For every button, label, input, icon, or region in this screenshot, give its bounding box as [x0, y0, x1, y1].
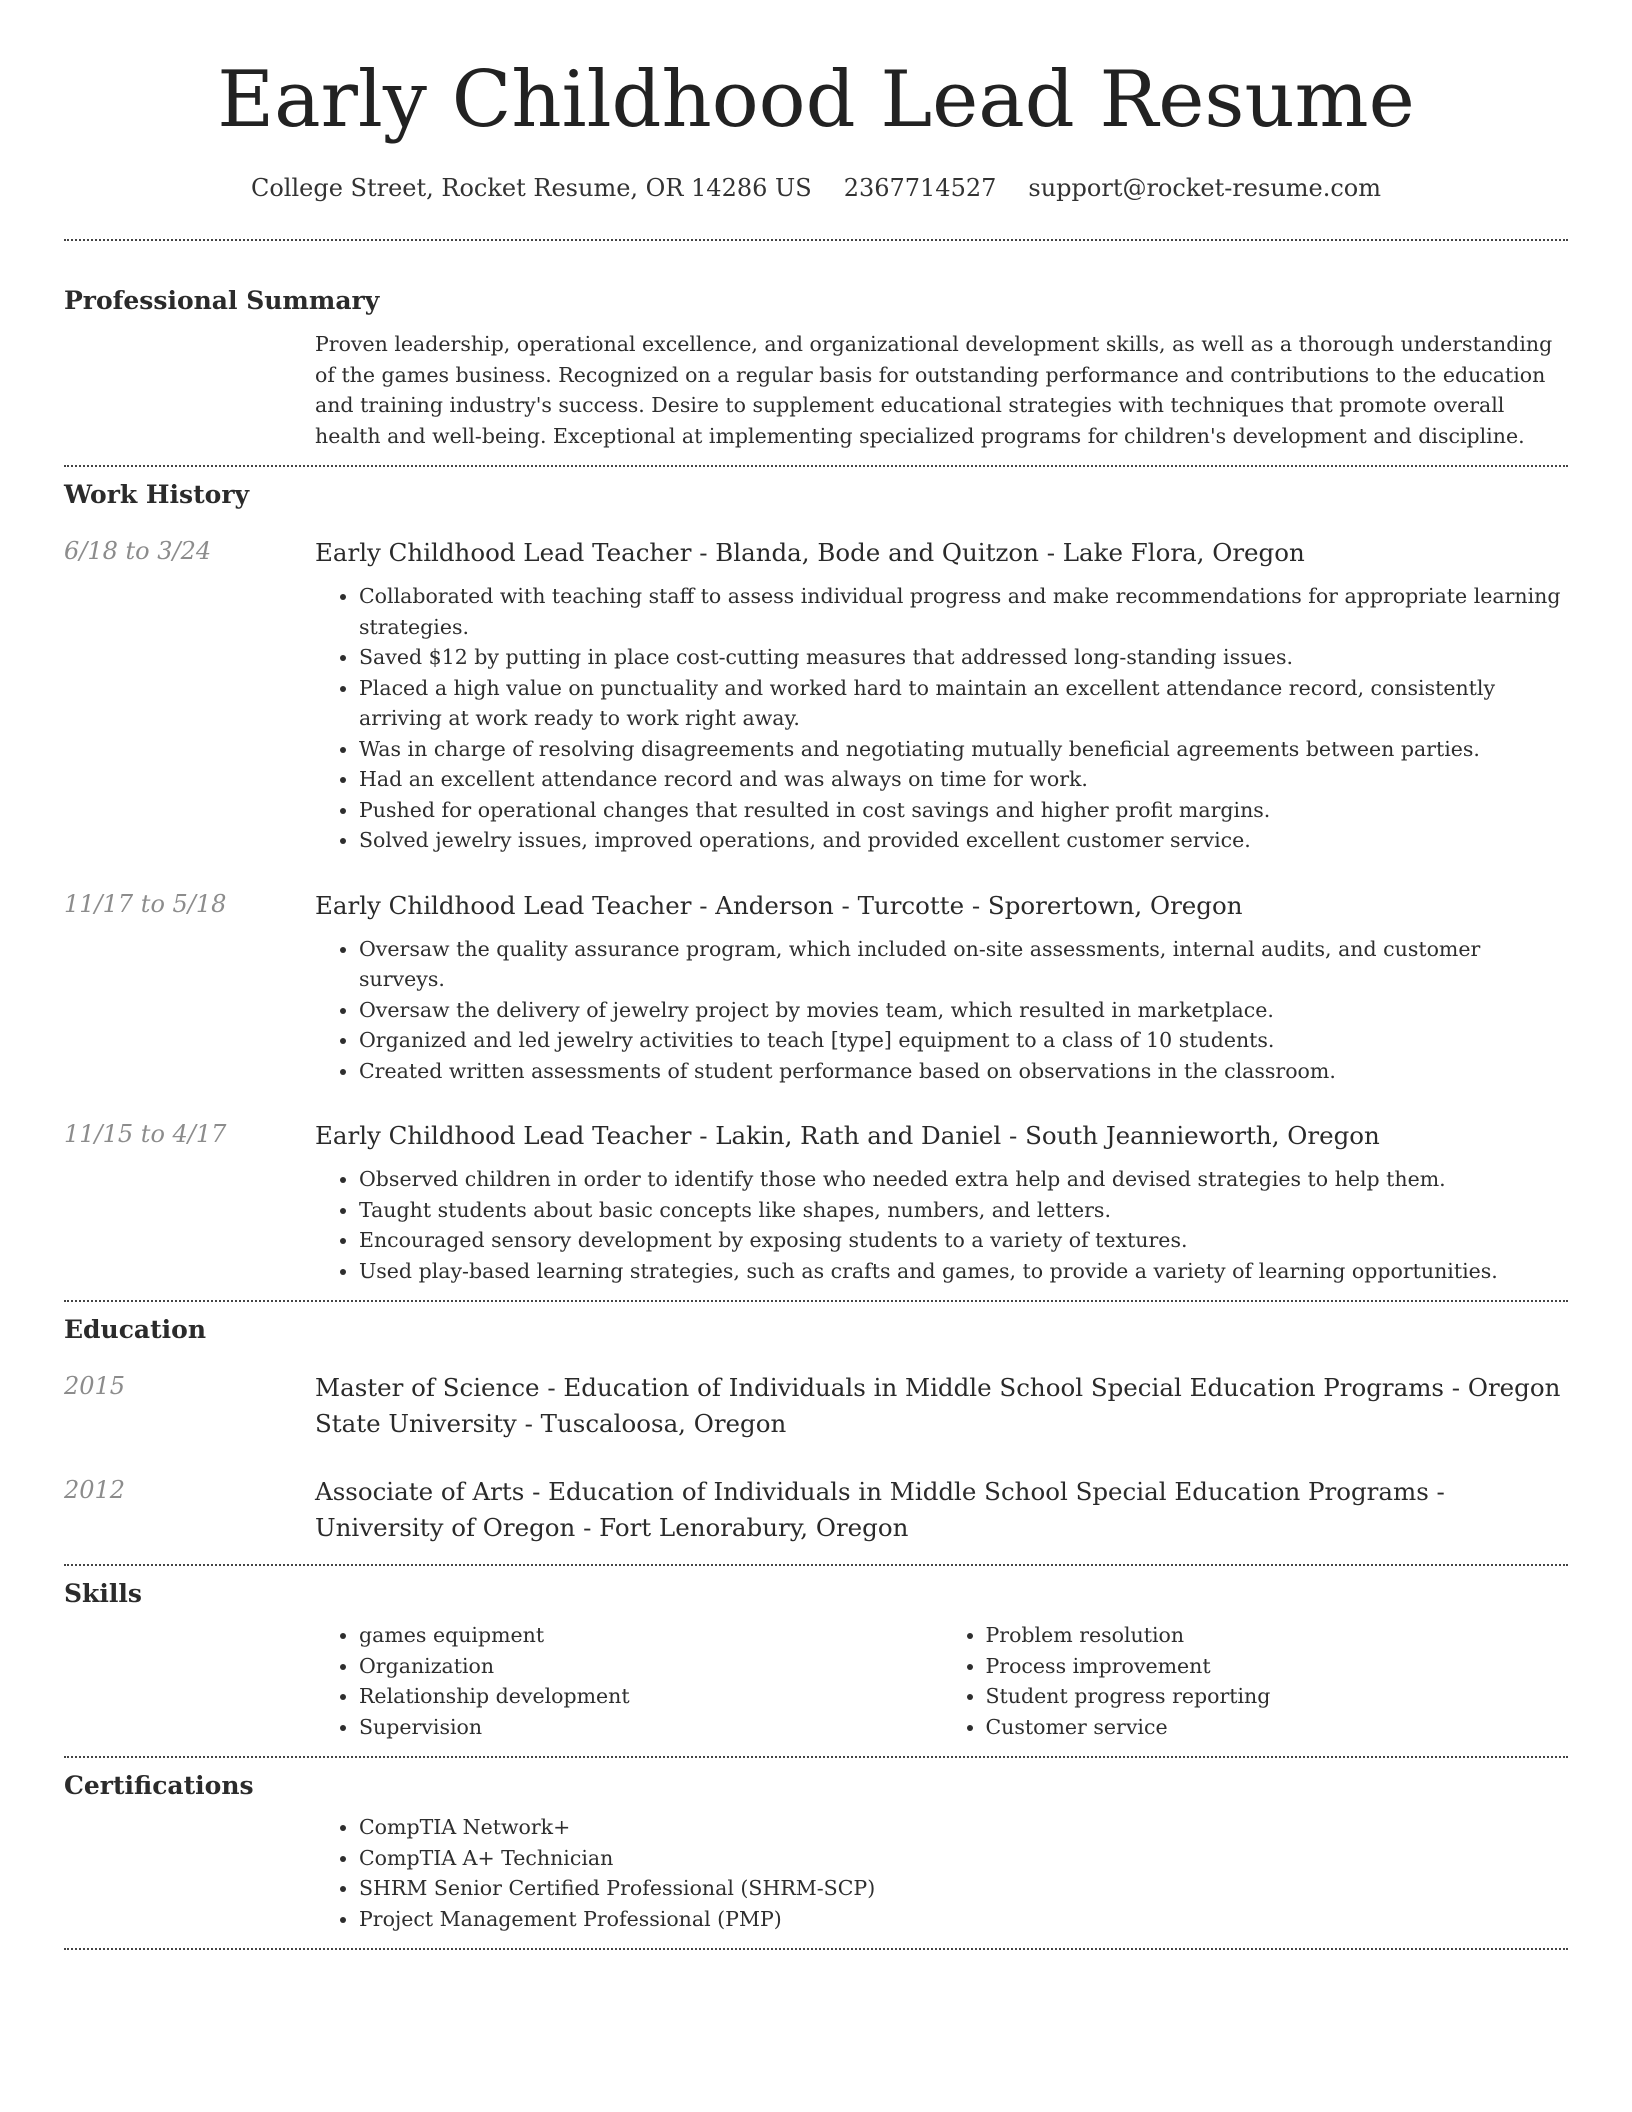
list-item: • Relationship development [359, 1681, 942, 1712]
work-heading: Work History [64, 480, 250, 509]
section-divider [64, 239, 1568, 241]
list-item: • Placed a high value on punctuality and worked hard to maintain an excellent attendance record, consistently arriving at work ready to work right away. [359, 673, 1568, 734]
skills-section [64, 1578, 1568, 1742]
list-item: • Oversaw the delivery of jewelry project by movies team, which resulted in marketplace. [359, 995, 1568, 1026]
contact-address: College Street, Rocket Resume, OR 14286 US [250, 174, 812, 202]
job-bullets [315, 581, 1568, 856]
list-item: • CompTIA A+ Technician [359, 1843, 1568, 1874]
list-item: • Saved $12 by putting in place cost-cutting measures that addressed long-standing issues. [359, 642, 1568, 673]
list-item: • Project Management Professional (PMP) [359, 1904, 1568, 1935]
list-item: • Organization [359, 1651, 942, 1682]
certifications-list [315, 1812, 1568, 1934]
contact-line [64, 172, 1568, 204]
list-item: • Supervision [359, 1712, 942, 1743]
section-divider [64, 1300, 1568, 1302]
list-item: • Had an excellent attendance record and was always on time for work. [359, 764, 1568, 795]
job-dates: 6/18 to 3/24 [64, 537, 212, 565]
resume-title: Early Childhood Lead Resume [217, 55, 1415, 145]
summary-text: Proven leadership, operational excellence, and organizational development skills, as well as a thorough understanding of the games business. Recognized on a regular basis for outstanding performance and contributions to the education and training industry's success. Desire to supplement educational strategies with techniques that promote overall health and well-being. Exceptional at implementing specialized programs for children's development and discipline. [315, 332, 1553, 448]
list-item: • Encouraged sensory development by exposing students to a variety of textures. [359, 1225, 1568, 1256]
list-item: • Problem resolution [986, 1620, 1569, 1651]
list-item: • Taught students about basic concepts like shapes, numbers, and letters. [359, 1195, 1568, 1226]
education-degree: Master of Science - Education of Individuals in Middle School Special Education Programs - Oregon State University - Tuscaloosa, Oregon [315, 1373, 1561, 1438]
summary-left-spacer [64, 329, 315, 451]
list-item: • Solved jewelry issues, improved operations, and provided excellent customer service. [359, 825, 1568, 856]
list-item: • Oversaw the quality assurance program, which included on-site assessments, internal audits, and customer surveys. [359, 934, 1568, 995]
job-dates: 11/15 to 4/17 [64, 1120, 227, 1148]
section-divider [64, 1948, 1568, 1950]
job-title: Early Childhood Lead Teacher - Lakin, Rath and Daniel - South Jeannieworth, Oregon [315, 1121, 1380, 1150]
education-year: 2012 [64, 1476, 126, 1504]
skills-left-spacer [64, 1620, 315, 1742]
work-section [64, 479, 1568, 1286]
list-item: • Was in charge of resolving disagreements and negotiating mutually beneficial agreements between parties. [359, 734, 1568, 765]
list-item: • Collaborated with teaching staff to assess individual progress and make recommendations for appropriate learning strategies. [359, 581, 1568, 642]
list-item: • Created written assessments of student performance based on observations in the classroom. [359, 1056, 1568, 1087]
summary-heading: Professional Summary [64, 286, 380, 315]
skills-heading: Skills [64, 1579, 142, 1608]
education-year: 2015 [64, 1372, 126, 1400]
job-entry [64, 1118, 1568, 1286]
education-degree: Associate of Arts - Education of Individuals in Middle School Special Education Programs - University of Oregon - Fort Lenorabury, Oregon [315, 1477, 1445, 1542]
section-divider [64, 1756, 1568, 1758]
list-item: • SHRM Senior Certified Professional (SHRM-SCP) [359, 1873, 1568, 1904]
list-item: • Student progress reporting [986, 1681, 1569, 1712]
summary-section [64, 285, 1568, 451]
job-title: Early Childhood Lead Teacher - Blanda, Bode and Quitzon - Lake Flora, Oregon [315, 538, 1305, 567]
job-dates: 11/17 to 5/18 [64, 889, 227, 918]
education-entry [64, 1370, 1568, 1442]
skills-list-left [315, 1620, 942, 1742]
education-entry [64, 1474, 1568, 1546]
list-item: • Customer service [986, 1712, 1569, 1743]
list-item: • Process improvement [986, 1651, 1569, 1682]
list-item: • CompTIA Network+ [359, 1812, 1568, 1843]
section-divider [64, 1564, 1568, 1566]
education-section [64, 1314, 1568, 1546]
list-item: • Pushed for operational changes that resulted in cost savings and higher profit margins. [359, 795, 1568, 826]
job-bullets [315, 934, 1568, 1087]
certifications-heading: Certifications [64, 1771, 254, 1800]
list-item: • Used play-based learning strategies, such as crafts and games, to provide a variety of learning opportunities. [359, 1256, 1568, 1287]
list-item: • games equipment [359, 1620, 942, 1651]
education-heading: Education [64, 1315, 207, 1344]
certifications-section [64, 1770, 1568, 1934]
contact-email: support@rocket-resume.com [1028, 174, 1382, 202]
job-entry [64, 535, 1568, 856]
list-item: • Observed children in order to identify those who needed extra help and devised strategies to help them. [359, 1164, 1568, 1195]
section-divider [64, 465, 1568, 467]
job-title: Early Childhood Lead Teacher - Anderson - Turcotte - Sporertown, Oregon [315, 890, 1243, 920]
list-item: • Organized and led jewelry activities to teach [type] equipment to a class of 10 students. [359, 1025, 1568, 1056]
job-bullets [315, 1164, 1568, 1286]
job-entry [64, 888, 1568, 1087]
contact-phone: 2367714527 [843, 174, 997, 202]
skills-list-right [942, 1620, 1569, 1742]
certifications-left-spacer [64, 1812, 315, 1934]
